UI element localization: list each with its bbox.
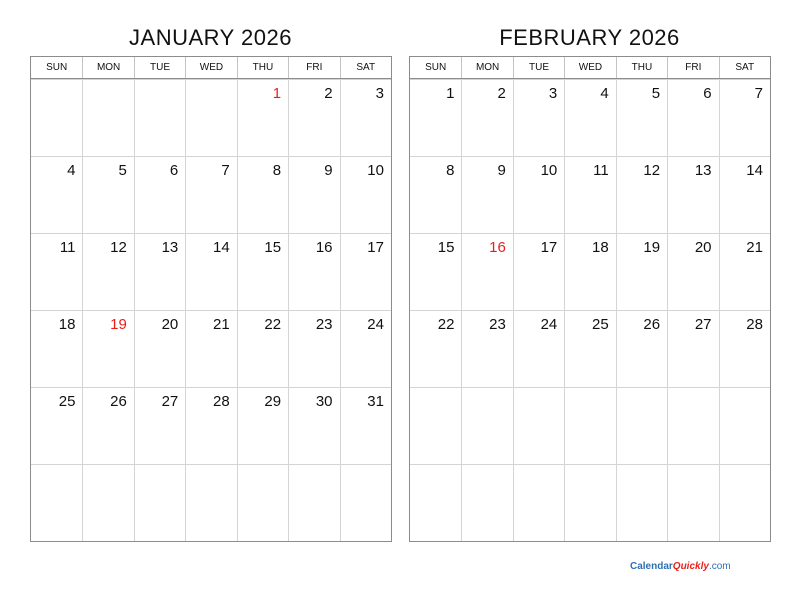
week-row <box>31 79 391 156</box>
day-cell: 20 <box>667 234 718 310</box>
weekday-header: WED <box>564 57 615 78</box>
day-cell: 31 <box>340 388 391 464</box>
empty-day-cell <box>288 465 339 541</box>
empty-day-cell <box>513 465 564 541</box>
weekday-header: MON <box>461 57 512 78</box>
empty-day-cell <box>82 465 133 541</box>
day-cell: 25 <box>58 393 76 410</box>
empty-day-cell <box>31 465 82 541</box>
day-cell: 13 <box>667 157 718 233</box>
week-row <box>31 387 391 464</box>
empty-day-cell <box>185 465 236 541</box>
empty-day-cell <box>410 465 461 541</box>
weekday-header: TUE <box>134 57 185 78</box>
brand-text-domain: .com <box>708 561 731 572</box>
february-calendar <box>409 20 770 542</box>
week-row <box>31 156 391 233</box>
empty-day-cell <box>134 465 185 541</box>
day-cell: 8 <box>237 157 288 233</box>
day-cell: 21 <box>185 311 236 387</box>
brand-text-quickly: Quickly <box>672 561 709 572</box>
day-cell: 1 <box>237 80 288 156</box>
month-title: FEBRUARY 2026 <box>499 25 680 50</box>
day-cell: 7 <box>185 157 236 233</box>
day-cell: 28 <box>719 311 770 387</box>
empty-day-cell <box>564 388 615 464</box>
month-grid <box>30 56 392 542</box>
day-cell: 14 <box>719 157 770 233</box>
day-cell: 2 <box>461 80 512 156</box>
empty-day-cell <box>616 465 667 541</box>
day-cell: 3 <box>513 80 564 156</box>
day-cell: 30 <box>288 388 339 464</box>
month-grid <box>409 56 771 542</box>
day-cell: 27 <box>667 311 718 387</box>
day-cell: 24 <box>340 311 391 387</box>
week-row <box>410 156 770 233</box>
weekday-header: THU <box>237 57 288 78</box>
week-row <box>410 464 770 541</box>
weekday-header: THU <box>616 57 667 78</box>
day-cell: 13 <box>134 234 185 310</box>
weekday-header-row <box>31 57 391 79</box>
day-cell: 7 <box>719 80 770 156</box>
weekday-header: SAT <box>719 57 770 78</box>
day-cell: 9 <box>461 157 512 233</box>
empty-day-cell <box>564 465 615 541</box>
week-row <box>410 387 770 464</box>
day-cell: 4 <box>67 162 76 179</box>
day-cell: 11 <box>564 157 615 233</box>
day-cell: 3 <box>340 80 391 156</box>
day-cell: 20 <box>134 311 185 387</box>
empty-day-cell <box>461 465 512 541</box>
weekday-header: SAT <box>340 57 391 78</box>
month-title: JANUARY 2026 <box>129 25 292 50</box>
day-cell: 24 <box>513 311 564 387</box>
day-cell: 22 <box>237 311 288 387</box>
day-cell: 18 <box>564 234 615 310</box>
week-row <box>410 310 770 387</box>
empty-day-cell <box>461 388 512 464</box>
day-cell: 15 <box>237 234 288 310</box>
empty-day-cell <box>31 80 82 156</box>
day-cell: 14 <box>185 234 236 310</box>
day-cell: 19 <box>616 234 667 310</box>
day-cell: 4 <box>564 80 615 156</box>
january-calendar <box>30 20 391 542</box>
day-cell: 2 <box>288 80 339 156</box>
day-cell: 10 <box>340 157 391 233</box>
empty-day-cell <box>237 465 288 541</box>
weekday-header: MON <box>82 57 133 78</box>
empty-day-cell <box>616 388 667 464</box>
day-cell: 16 <box>288 234 339 310</box>
day-cell: 17 <box>340 234 391 310</box>
weekday-header: WED <box>185 57 236 78</box>
empty-day-cell <box>667 388 718 464</box>
weekday-header: SUN <box>425 62 447 73</box>
week-row <box>410 233 770 310</box>
empty-day-cell <box>410 388 461 464</box>
day-cell: 29 <box>237 388 288 464</box>
day-cell: 10 <box>513 157 564 233</box>
day-cell: 15 <box>437 239 455 256</box>
day-cell: 26 <box>616 311 667 387</box>
empty-day-cell <box>185 80 236 156</box>
brand-text-calendar: Calendar <box>630 561 673 572</box>
day-cell: 27 <box>134 388 185 464</box>
day-cell: 18 <box>58 316 76 333</box>
weekday-header: FRI <box>288 57 339 78</box>
day-cell: 12 <box>616 157 667 233</box>
brand-logo[interactable] <box>630 561 731 572</box>
empty-day-cell <box>667 465 718 541</box>
weekday-header-row <box>410 57 770 79</box>
week-row <box>31 464 391 541</box>
day-cell: 5 <box>616 80 667 156</box>
day-cell: 1 <box>446 85 455 102</box>
week-row <box>31 233 391 310</box>
day-cell: 21 <box>719 234 770 310</box>
day-cell: 19 <box>82 311 133 387</box>
day-cell: 17 <box>513 234 564 310</box>
weekday-header: FRI <box>667 57 718 78</box>
empty-day-cell <box>134 80 185 156</box>
empty-day-cell <box>513 388 564 464</box>
empty-day-cell <box>719 388 770 464</box>
day-cell: 6 <box>134 157 185 233</box>
day-cell: 12 <box>82 234 133 310</box>
day-cell: 5 <box>82 157 133 233</box>
day-cell: 11 <box>59 239 76 256</box>
day-cell: 25 <box>564 311 615 387</box>
day-cell: 26 <box>82 388 133 464</box>
day-cell: 23 <box>461 311 512 387</box>
day-cell: 6 <box>667 80 718 156</box>
day-cell: 16 <box>461 234 512 310</box>
weekday-header: SUN <box>46 62 68 73</box>
empty-day-cell <box>340 465 391 541</box>
day-cell: 23 <box>288 311 339 387</box>
day-cell: 22 <box>437 316 455 333</box>
week-row <box>410 79 770 156</box>
weekday-header: TUE <box>513 57 564 78</box>
day-cell: 9 <box>288 157 339 233</box>
week-row <box>31 310 391 387</box>
day-cell: 8 <box>446 162 455 179</box>
day-cell: 28 <box>185 388 236 464</box>
empty-day-cell <box>719 465 770 541</box>
empty-day-cell <box>82 80 133 156</box>
